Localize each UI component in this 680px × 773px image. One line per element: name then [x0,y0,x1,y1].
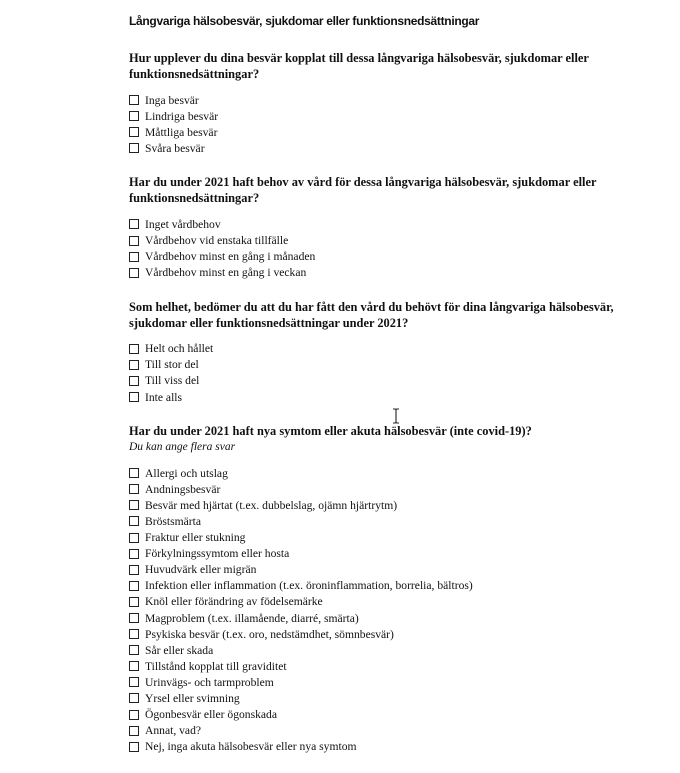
question-text: Som helhet, bedömer du att du har fått den vård du behövt för dina långvariga hälsobesvär, sjukdomar eller funktionsnedsättningar under 2021? [129,299,614,330]
survey-page [129,12,649,773]
answer-option[interactable] [129,562,649,578]
option-label: Infektion eller inflammation (t.ex. öroninflammation, borrelia, bältros) [145,579,473,593]
checkbox[interactable] [129,613,139,623]
answer-option[interactable] [129,465,649,481]
checkbox[interactable] [129,344,139,354]
answer-option[interactable] [129,530,649,546]
checkbox[interactable] [129,581,139,591]
checkbox[interactable] [129,677,139,687]
option-label: Förkylningssymtom eller hosta [145,547,290,561]
option-label: Till stor del [145,358,199,372]
option-label: Vårdbehov minst en gång i veckan [145,266,307,280]
checkbox[interactable] [129,742,139,752]
answer-option[interactable] [129,642,649,658]
question-block [129,423,649,755]
answer-option[interactable] [129,658,649,674]
answer-option[interactable] [129,481,649,497]
checkbox[interactable] [129,726,139,736]
option-label: Lindriga besvär [145,109,219,123]
option-label: Urinvägs- och tarmproblem [145,675,274,689]
checkbox[interactable] [129,629,139,639]
option-label: Magproblem (t.ex. illamående, diarré, smärta) [145,611,359,625]
option-label: Fraktur eller stukning [145,531,246,545]
checkbox[interactable] [129,252,139,262]
checkbox[interactable] [129,127,139,137]
checkbox[interactable] [129,468,139,478]
checkbox[interactable] [129,236,139,246]
answer-option[interactable] [129,373,649,389]
section-title: Långvariga hälsobesvär, sjukdomar eller funktionsnedsättningar [129,14,480,28]
checkbox[interactable] [129,95,139,105]
option-list [129,92,649,156]
checkbox[interactable] [129,516,139,526]
answer-option[interactable] [129,92,649,108]
question-list [129,50,649,755]
text-cursor-icon [391,408,401,424]
option-label: Allergi och utslag [145,466,228,480]
answer-option[interactable] [129,723,649,739]
answer-option[interactable] [129,249,649,265]
checkbox[interactable] [129,376,139,386]
option-label: Vårdbehov minst en gång i månaden [145,250,316,264]
checkbox[interactable] [129,565,139,575]
option-label: Yrsel eller svimning [145,691,240,705]
checkbox[interactable] [129,484,139,494]
question-text: Hur upplever du dina besvär kopplat till dessa långvariga hälsobesvär, sjukdomar eller funktionsnedsättningar? [129,51,589,81]
option-label: Måttliga besvär [145,125,218,139]
answer-option[interactable] [129,707,649,723]
option-label: Sår eller skada [145,643,214,657]
option-label: Annat, vad? [145,724,202,738]
option-list [129,216,649,280]
checkbox[interactable] [129,143,139,153]
answer-option[interactable] [129,216,649,232]
option-label: Nej, inga akuta hälsobesvär eller nya symtom [145,740,357,754]
answer-option[interactable] [129,389,649,405]
checkbox[interactable] [129,661,139,671]
answer-option[interactable] [129,739,649,755]
option-label: Till viss del [145,374,200,388]
option-list [129,465,649,755]
checkbox[interactable] [129,392,139,402]
option-label: Helt och hållet [145,342,214,356]
question-hint: Du kan ange flera svar [129,441,236,454]
question-text: Har du under 2021 haft behov av vård för dessa långvariga hälsobesvär, sjukdomar eller funktionsnedsättningar? [129,175,597,206]
option-label: Svåra besvär [145,141,205,155]
option-list [129,341,649,405]
option-label: Huvudvärk eller migrän [145,563,257,577]
answer-option[interactable] [129,546,649,562]
answer-option[interactable] [129,108,649,124]
option-label: Psykiska besvär (t.ex. oro, nedstämdhet, sömnbesvär) [145,627,394,641]
option-label: Inte alls [145,390,183,404]
answer-option[interactable] [129,690,649,706]
option-label: Andningsbesvär [145,482,221,496]
question-block [129,299,649,405]
checkbox[interactable] [129,219,139,229]
answer-option[interactable] [129,497,649,513]
answer-option[interactable] [129,232,649,248]
question-block [129,174,649,280]
option-label: Inget vårdbehov [145,217,221,231]
answer-option[interactable] [129,578,649,594]
question-block [129,50,649,156]
option-label: Ögonbesvär eller ögonskada [145,708,277,722]
checkbox[interactable] [129,533,139,543]
answer-option[interactable] [129,265,649,281]
checkbox[interactable] [129,597,139,607]
checkbox[interactable] [129,645,139,655]
question-text: Har du under 2021 haft nya symtom eller akuta hälsobesvär (inte covid-19)? [129,424,532,439]
option-label: Inga besvär [145,93,199,107]
checkbox[interactable] [129,360,139,370]
checkbox[interactable] [129,500,139,510]
checkbox[interactable] [129,549,139,559]
checkbox[interactable] [129,111,139,121]
option-label: Knöl eller förändring av födelsemärke [145,595,323,609]
answer-option[interactable] [129,124,649,140]
checkbox[interactable] [129,710,139,720]
answer-option[interactable] [129,674,649,690]
answer-option[interactable] [129,626,649,642]
checkbox[interactable] [129,693,139,703]
option-label: Vårdbehov vid enstaka tillfälle [145,234,289,248]
checkbox[interactable] [129,268,139,278]
option-label: Besvär med hjärtat (t.ex. dubbelslag, ojämn hjärtrytm) [145,498,398,512]
answer-option[interactable] [129,341,649,357]
answer-option[interactable] [129,140,649,156]
answer-option[interactable] [129,610,649,626]
option-label: Bröstsmärta [145,514,202,528]
option-label: Tillstånd kopplat till graviditet [145,659,287,673]
answer-option[interactable] [129,594,649,610]
answer-option[interactable] [129,513,649,529]
answer-option[interactable] [129,357,649,373]
